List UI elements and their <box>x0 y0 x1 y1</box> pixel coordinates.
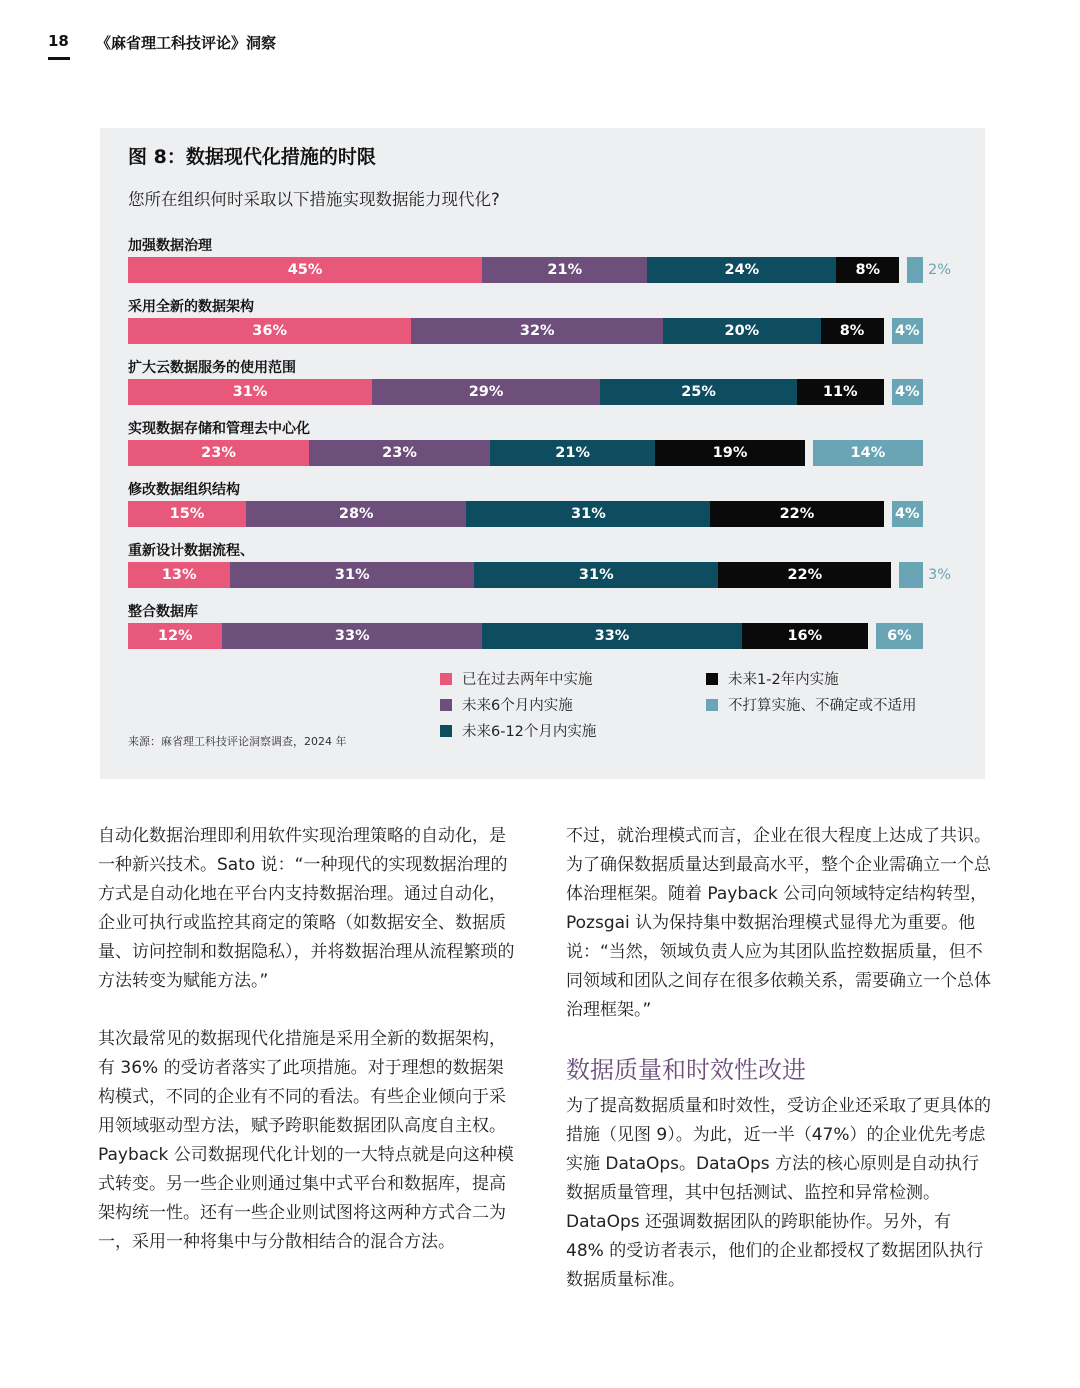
chart-row <box>128 479 928 529</box>
data-label: 29% <box>468 384 504 400</box>
figure-question: 您所在组织何时采取以下措施实现数据能力现代化? <box>128 190 500 209</box>
bar-segment-next-6-months <box>246 501 466 527</box>
stacked-bar <box>128 562 952 588</box>
page-header <box>48 32 648 62</box>
data-label: 4% <box>894 506 920 522</box>
bar-segment-next-6-months <box>222 623 482 649</box>
data-label: 4% <box>894 323 920 339</box>
bar-segment-next-1-2-years <box>655 440 805 466</box>
chart-legend <box>440 668 960 748</box>
bar-segment-past-two-years <box>128 623 222 649</box>
data-label: 11% <box>822 384 858 400</box>
figure-8 <box>100 128 985 779</box>
category-label: 整合数据库 <box>128 604 198 620</box>
bar-segment-next-6-12-months <box>482 623 742 649</box>
bar-segment-next-6-months <box>372 379 600 405</box>
body-paragraph: 自动化数据治理即利用软件实现治理策略的自动化，是一种新兴技术。Sato 说：“一种现代的实现数据治理的方式是自动化地在平台内支持数据治理。通过自动化，企业可执行或监控其商定的策略（如数据安全、数据质量、访问控制和数据隐私），并将数据治理从流程繁琐的方法转变为赋能方法。” <box>98 826 515 991</box>
stacked-bar <box>128 440 928 466</box>
data-label: 6% <box>887 628 912 644</box>
bar-segment-next-1-2-years <box>710 501 883 527</box>
data-label: 19% <box>712 445 748 461</box>
legend-swatch-icon <box>440 725 452 737</box>
bar-segment-next-6-months <box>482 257 647 283</box>
bar-segment-not-planned <box>892 379 923 405</box>
chart-row <box>128 418 928 468</box>
legend-swatch-icon <box>440 673 452 685</box>
stacked-bar <box>128 379 928 405</box>
bar-segment-not-planned <box>813 440 923 466</box>
bar-segment-next-6-months <box>411 318 663 344</box>
bar-segment-past-two-years <box>128 562 230 588</box>
legend-swatch-icon <box>706 699 718 711</box>
data-label: 12% <box>157 628 193 644</box>
legend-item-next-1-2-years: 未来1-2年内实施 <box>706 668 839 689</box>
bar-segment-past-two-years <box>128 257 482 283</box>
right-column-lower <box>566 1092 992 1295</box>
section-heading: 数据质量和时效性改进 <box>566 1056 806 1084</box>
stacked-bar <box>128 501 928 527</box>
chart-row <box>128 540 952 590</box>
chart-row <box>128 601 928 651</box>
category-label: 实现数据存储和管理去中心化 <box>128 421 310 437</box>
bar-segment-next-6-12-months <box>647 257 836 283</box>
bar-segment-not-planned <box>899 562 923 588</box>
figure-source: 来源：麻省理工科技评论洞察调查，2024 年 <box>128 735 347 748</box>
data-label: 8% <box>839 323 865 339</box>
legend-swatch-icon <box>706 673 718 685</box>
bar-segment-next-1-2-years <box>836 257 899 283</box>
data-label: 25% <box>681 384 716 400</box>
bar-segment-past-two-years <box>128 318 411 344</box>
data-label: 16% <box>787 628 823 644</box>
data-label: 21% <box>555 445 590 461</box>
bar-segment-next-6-months <box>230 562 474 588</box>
data-label: 20% <box>724 323 760 339</box>
data-label: 23% <box>382 445 417 461</box>
left-column <box>98 822 518 1257</box>
figure-title: 图 8：数据现代化措施的时限 <box>128 146 376 168</box>
bar-segment-next-6-12-months <box>466 501 710 527</box>
category-label: 重新设计数据流程、 <box>128 543 254 559</box>
chart-row <box>128 357 928 407</box>
data-label: 13% <box>161 567 197 583</box>
data-label: 14% <box>850 445 886 461</box>
bar-segment-past-two-years <box>128 379 372 405</box>
legend-item-next-6-months: 未来6个月内实施 <box>440 694 573 715</box>
data-label: 22% <box>779 506 815 522</box>
page-number-rule <box>48 57 70 60</box>
chart-row <box>128 296 928 346</box>
bar-segment-next-6-12-months <box>663 318 820 344</box>
bar-segment-not-planned <box>892 501 923 527</box>
bar-segment-next-6-12-months <box>600 379 797 405</box>
data-label: 22% <box>787 567 823 583</box>
category-label: 修改数据组织结构 <box>128 482 240 498</box>
chart-row <box>128 235 952 285</box>
bar-segment-not-planned <box>876 623 923 649</box>
category-label: 扩大云数据服务的使用范围 <box>128 360 296 376</box>
data-label: 28% <box>338 506 374 522</box>
data-label: 15% <box>169 506 205 522</box>
data-label: 3% <box>928 567 952 583</box>
body-paragraph: 其次最常见的数据现代化措施是采用全新的数据架构，有 36% 的受访者落实了此项措施。对于理想的数据架构模式，不同的企业有不同的看法。有些企业倾向于采用领域驱动型方法，赋予跨职能数据团队高度自主权。Payback 公司数据现代化计划的一大特点就是向这种模式转变。另一些企业则通过集中式平台和数据库，提高架构统一性。还有一些企业则试图将这两种方式合二为一，采用一种将集中与分散相结合的混合方法。 <box>98 1029 514 1252</box>
bar-segment-past-two-years <box>128 440 309 466</box>
stacked-bar <box>128 318 928 344</box>
bar-segment-next-1-2-years <box>821 318 884 344</box>
data-label: 31% <box>334 567 370 583</box>
category-label: 采用全新的数据架构 <box>128 299 254 315</box>
body-paragraph: 为了提高数据质量和时效性，受访企业还采取了更具体的措施（见图 9）。为此，近一半（47%）的企业优先考虑实施 DataOps。DataOps 方法的核心原则是自动执行数据质量管理，其中包括测试、监控和异常检测。DataOps 还强调数据团队的跨职能协作。另外，有 48% 的受访者表示，他们的企业都授权了数据团队执行数据质量标准。 <box>566 1096 991 1290</box>
data-label: 8% <box>855 262 881 278</box>
data-label: 31% <box>232 384 268 400</box>
stacked-bar <box>128 257 952 283</box>
stacked-bar <box>128 623 928 649</box>
publication-title: 《麻省理工科技评论》洞察 <box>96 34 277 52</box>
data-label: 32% <box>519 323 555 339</box>
bar-segment-next-6-12-months <box>474 562 718 588</box>
legend-item-not-planned: 不打算实施、不确定或不适用 <box>706 694 917 715</box>
category-label: 加强数据治理 <box>128 238 212 254</box>
page-number: 18 <box>48 32 69 50</box>
data-label: 33% <box>334 628 370 644</box>
data-label: 2% <box>928 262 952 278</box>
data-label: 21% <box>547 262 583 278</box>
body-paragraph: 不过，就治理模式而言，企业在很大程度上达成了共识。为了确保数据质量达到最高水平，整个企业需确立一个总体治理框架。随着 Payback 公司向领域特定结构转型，Pozsgai 认为保持集中数据治理模式显得尤为重要。他说：“当然，领域负责人应为其团队监控数据质量，但不同领域和团队之间存在很多依赖关系，需要确立一个总体治理框架。” <box>566 826 991 1020</box>
bar-segment-not-planned <box>907 257 923 283</box>
right-column-upper <box>566 822 992 1025</box>
bar-segment-next-6-months <box>309 440 490 466</box>
bar-segment-next-1-2-years <box>718 562 891 588</box>
data-label: 33% <box>594 628 630 644</box>
data-label: 23% <box>201 445 236 461</box>
bar-segment-not-planned <box>892 318 923 344</box>
bar-segment-past-two-years <box>128 501 246 527</box>
bar-segment-next-6-12-months <box>490 440 655 466</box>
data-label: 36% <box>252 323 288 339</box>
legend-swatch-icon <box>440 699 452 711</box>
legend-item-past-two-years: 已在过去两年中实施 <box>440 668 593 689</box>
bar-segment-next-1-2-years <box>797 379 884 405</box>
legend-item-next-6-12-months: 未来6-12个月内实施 <box>440 720 596 741</box>
bar-segment-next-1-2-years <box>742 623 868 649</box>
data-label: 45% <box>287 262 323 278</box>
data-label: 4% <box>894 384 920 400</box>
data-label: 31% <box>571 506 606 522</box>
data-label: 31% <box>578 567 614 583</box>
data-label: 24% <box>724 262 760 278</box>
